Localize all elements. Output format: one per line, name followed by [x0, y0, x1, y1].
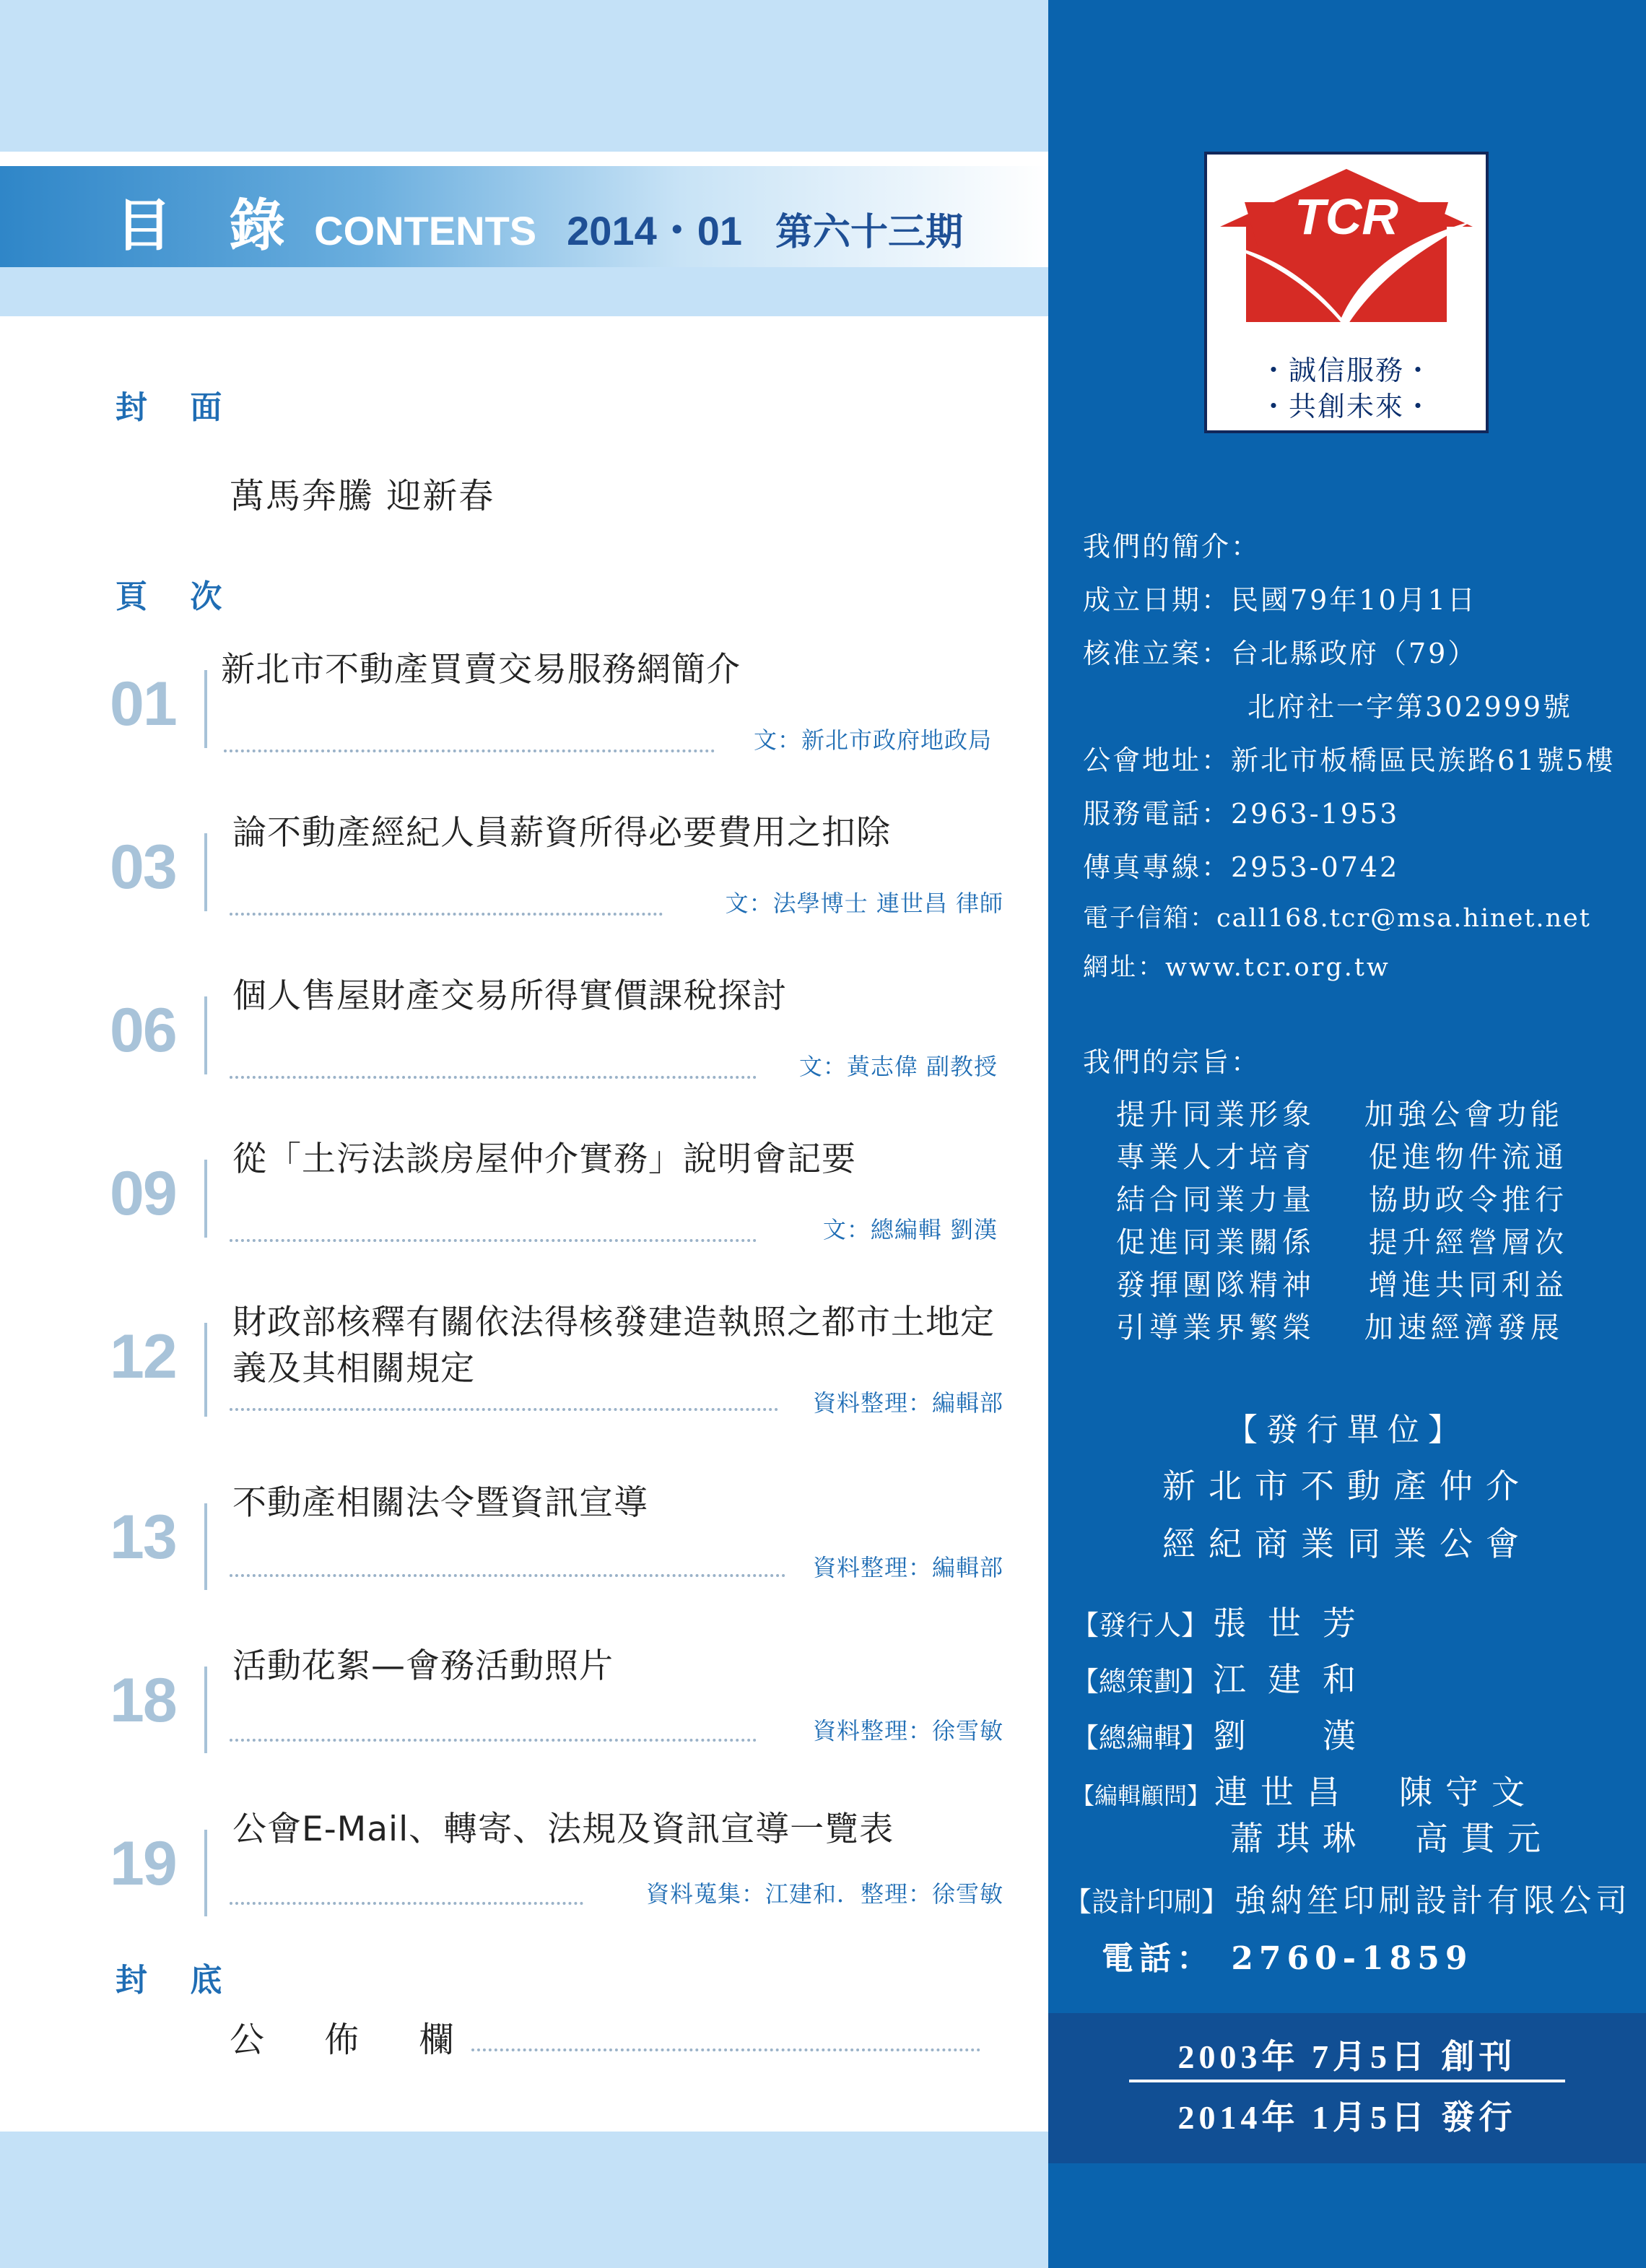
toc-entry[interactable]	[0, 973, 1048, 1096]
logo-slogan-2: ・共創未來・	[1259, 391, 1433, 422]
toc-title: 論不動產經紀人員薪資所得必要費用之扣除	[232, 813, 891, 853]
contents-title-cn: 目 錄	[116, 194, 305, 258]
purpose-item: 發揮團隊精神	[1116, 1269, 1315, 1302]
purpose-item: 加速經濟發展	[1364, 1311, 1564, 1344]
purpose-item: 引導業界繁榮	[1116, 1311, 1315, 1344]
logo-text: TCR	[1294, 188, 1398, 245]
purpose-item: 提升同業形象	[1116, 1098, 1315, 1131]
back-cover-title: 公 佈 欄	[230, 2020, 479, 2060]
toc-divider	[204, 1830, 207, 1916]
toc-title: 活動花絮—會務活動照片	[232, 1646, 614, 1686]
staff-advisor	[1071, 1766, 1538, 1814]
toc-byline: 文：新北市政府地政局	[753, 726, 992, 754]
toc-byline: 文：黃志偉 副教授	[798, 1053, 998, 1080]
tcr-emblem-icon	[1217, 165, 1476, 331]
back-cover-leader	[471, 2048, 980, 2051]
toc-divider	[204, 1667, 207, 1753]
intro-email[interactable]: 電子信箱：call168.tcr@msa.hinet.net	[1083, 904, 1591, 933]
dates-divider	[1129, 2080, 1565, 2082]
founded-date: 2003年 7月5日 創刊	[1177, 2038, 1517, 2075]
toc-byline: 資料整理：徐雪敏	[812, 1717, 1003, 1745]
toc-title: 從「土污法談房屋仲介實務」說明會記要	[232, 1139, 856, 1179]
back-cover-label: 封 底	[116, 1962, 238, 1999]
toc-byline: 資料整理：編輯部	[812, 1389, 1003, 1417]
back-cover-entry[interactable]	[230, 2012, 980, 2061]
intro-heading: 我們的簡介：	[1083, 531, 1261, 562]
intro-founded: 成立日期：民國79年10月1日	[1083, 584, 1477, 616]
contents-title-en: CONTENTS	[314, 208, 537, 253]
intro-website[interactable]: 網址：www.tcr.org.tw	[1083, 953, 1390, 982]
staff-publisher-name: 張世芳	[1213, 1604, 1378, 1643]
toc-byline: 資料蒐集：江建和．整理：徐雪敏	[645, 1880, 1003, 1908]
toc-byline: 文：法學博士 連世昌 律師	[725, 890, 1003, 917]
staff-advisors-1: 連世昌 陳守文	[1214, 1773, 1538, 1812]
toc-entry[interactable]	[0, 1137, 1048, 1259]
issue-date: 2014・01	[567, 208, 743, 253]
toc-byline: 文：總編輯 劉漢	[822, 1216, 998, 1243]
logo-slogan-1: ・誠信服務・	[1259, 355, 1433, 386]
publisher-heading: 【發行單位】	[1226, 1412, 1468, 1448]
toc-title: 公會E-Mail、轉寄、法規及資訊宣導一覽表	[232, 1809, 894, 1849]
pages-label: 頁 次	[116, 578, 238, 615]
toc-leader	[230, 1238, 757, 1242]
toc-title: 不動產相關法令暨資訊宣導	[232, 1483, 648, 1523]
toc-page-number: 01	[110, 669, 176, 739]
purpose-item: 結合同業力量	[1116, 1183, 1315, 1217]
toc-divider	[204, 1323, 207, 1417]
intro-fax: 傳真專線：2953-0742	[1083, 851, 1400, 883]
purpose-item: 加強公會功能	[1364, 1098, 1564, 1131]
toc-entry[interactable]	[0, 1643, 1048, 1766]
staff-planner-label: 【總策劃】	[1071, 1666, 1209, 1698]
toc-leader	[230, 1573, 785, 1577]
toc-page-number: 06	[110, 996, 176, 1065]
purpose-heading: 我們的宗旨：	[1083, 1046, 1261, 1078]
staff-advisor-label: 【編輯顧問】	[1071, 1782, 1211, 1809]
staff-printer-label: 【設計印刷】	[1064, 1886, 1229, 1918]
toc-leader	[224, 748, 715, 752]
toc-divider	[204, 833, 207, 911]
info-column	[1048, 0, 1646, 2268]
toc-title: 新北市不動產買賣交易服務網簡介	[221, 650, 741, 690]
staff-planner-name: 江建和	[1213, 1660, 1378, 1699]
toc-entry[interactable]	[0, 810, 1048, 933]
top-band	[0, 0, 1048, 152]
intro-phone: 服務電話：2963-1953	[1083, 798, 1400, 830]
staff-advisors-2: 蕭琪琳 高貫元	[1230, 1819, 1554, 1858]
contents-header	[116, 181, 964, 258]
tcr-logo	[1204, 152, 1489, 433]
toc-page-number: 19	[110, 1829, 176, 1898]
toc-entry[interactable]	[0, 1480, 1048, 1603]
purpose-item: 協助政令推行	[1369, 1183, 1568, 1217]
staff-printer	[1064, 1874, 1632, 1921]
purpose-item: 專業人才培育	[1116, 1141, 1315, 1174]
toc-leader	[230, 1074, 757, 1079]
toc-entry[interactable]	[0, 1807, 1048, 1929]
toc-leader	[230, 1737, 757, 1742]
intro-approval-2: 北府社一字第302999號	[1247, 691, 1573, 723]
staff-editor-label: 【總編輯】	[1071, 1722, 1209, 1754]
toc-divider	[204, 1160, 207, 1238]
intro-approval-1: 核准立案：台北縣政府（79）	[1083, 638, 1478, 669]
toc-page-number: 09	[110, 1159, 176, 1228]
issued-date: 2014年 1月5日 發行	[1177, 2099, 1517, 2136]
toc-divider	[204, 1503, 207, 1590]
staff-advisor-line-2	[1226, 1812, 1554, 1860]
purpose-item: 提升經營層次	[1369, 1226, 1568, 1259]
purpose-item: 促進物件流通	[1369, 1141, 1568, 1174]
staff-planner	[1071, 1654, 1377, 1701]
staff-publisher	[1071, 1597, 1377, 1645]
staff-editor	[1071, 1710, 1377, 1758]
toc-entry[interactable]	[0, 647, 1048, 770]
staff-publisher-label: 【發行人】	[1071, 1609, 1209, 1641]
toc-page-number: 03	[110, 833, 176, 902]
toc-byline: 資料整理：編輯部	[812, 1554, 1003, 1581]
toc-page-number: 13	[110, 1503, 176, 1572]
toc-leader	[230, 1407, 778, 1411]
purpose-item: 促進同業關係	[1116, 1226, 1315, 1259]
publisher-name-1: 新北市不動產仲介	[1162, 1467, 1532, 1506]
bottom-band	[0, 2132, 1048, 2268]
intro-address: 公會地址：新北市板橋區民族路61號5樓	[1083, 744, 1616, 776]
publisher-name-2: 經紀商業同業公會	[1162, 1524, 1532, 1563]
staff-editor-name: 劉 漢	[1213, 1716, 1378, 1755]
toc-leader	[230, 911, 663, 916]
toc-page-number: 12	[110, 1322, 176, 1391]
toc-title: 財政部核釋有關依法得核發建造執照之都市土地定義及其相關規定	[232, 1303, 995, 1389]
toc-divider	[204, 670, 207, 748]
toc-entry[interactable]	[0, 1300, 1048, 1430]
toc-title: 個人售屋財產交易所得實價課稅探討	[232, 976, 787, 1016]
staff-printer-name: 強納笙印刷設計有限公司	[1234, 1882, 1632, 1919]
purpose-item: 增進共同利益	[1369, 1269, 1568, 1302]
cover-title: 萬馬奔騰 迎新春	[230, 476, 495, 516]
title-underband	[0, 267, 1048, 316]
issue-number: 第六十三期	[775, 211, 964, 254]
staff-printer-phone: 電話： 2760-1859	[1102, 1940, 1473, 1977]
toc-leader	[230, 1900, 583, 1905]
toc-divider	[204, 996, 207, 1074]
toc-page-number: 18	[110, 1666, 176, 1735]
cover-label: 封 面	[116, 389, 238, 426]
